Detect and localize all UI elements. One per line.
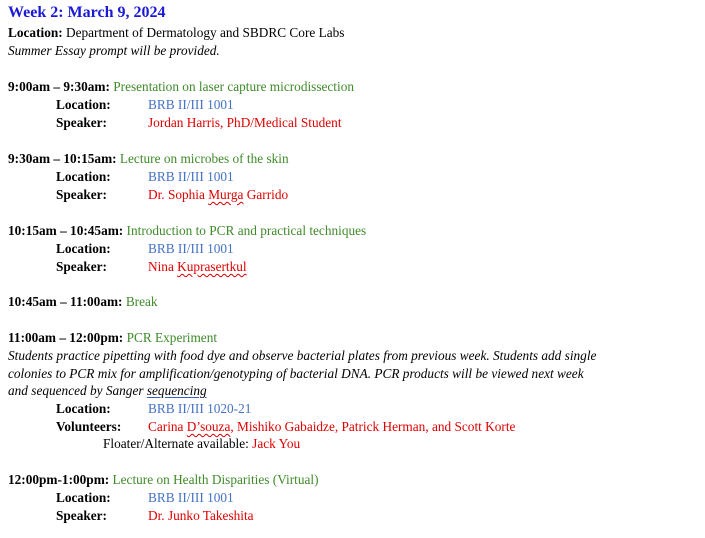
- speaker-value: Jordan Harris, PhD/Medical Student: [148, 115, 342, 130]
- session-1-heading: [8, 78, 354, 96]
- session-time: 9:30am – 10:15am:: [8, 151, 117, 166]
- session-1-speaker: [0, 114, 705, 132]
- speaker-value: [148, 258, 247, 276]
- location-label: Location:: [56, 401, 111, 416]
- grammar-check-word: sequencing: [146, 383, 207, 398]
- page-title: Week 2: March 9, 2024: [8, 4, 166, 21]
- session-2-location: [0, 168, 705, 186]
- session-5-volunteers: [0, 418, 705, 436]
- speaker-part: Dr. Sophia: [148, 187, 209, 202]
- session-5-location: [0, 400, 705, 418]
- volunteers-label: Volunteers:: [56, 419, 122, 434]
- session-time: 9:00am – 9:30am:: [8, 79, 110, 94]
- location-value: BRB II/III 1001: [148, 97, 234, 112]
- speaker-label: Speaker:: [56, 187, 107, 202]
- session-time: 10:15am – 10:45am:: [8, 223, 124, 238]
- speaker-value: [148, 186, 288, 204]
- session-5-description-line-1: Students practice pipetting with food dye and observe bacterial plates from previous week. Students add single: [8, 348, 597, 363]
- session-6-location: [0, 489, 705, 507]
- header-location-value: Department of Dermatology and SBDRC Core Labs: [66, 25, 345, 40]
- spellcheck-word: Kuprasertkul: [177, 259, 247, 274]
- speaker-part: Garrido: [243, 187, 289, 202]
- session-6-speaker: [0, 507, 705, 525]
- session-5-description-line-3: [8, 382, 207, 400]
- session-6-heading: [8, 471, 319, 489]
- speaker-label: Speaker:: [56, 508, 107, 523]
- session-5-heading: [8, 329, 217, 347]
- floater-line: [103, 435, 300, 453]
- session-1-location: [0, 96, 705, 114]
- location-value: BRB II/III 1020-21: [148, 401, 252, 416]
- session-title: Introduction to PCR and practical techniques: [126, 223, 367, 238]
- floater-label: Floater/Alternate available:: [103, 436, 253, 451]
- speaker-label: Speaker:: [56, 115, 107, 130]
- session-title: PCR Experiment: [126, 330, 218, 345]
- session-time: 11:00am – 12:00pm:: [8, 330, 124, 345]
- session-title: Lecture on microbes of the skin: [119, 151, 289, 166]
- session-time: 12:00pm-1:00pm:: [8, 472, 110, 487]
- speaker-value: Dr. Junko Takeshita: [148, 508, 254, 523]
- location-label: Location:: [56, 169, 111, 184]
- session-title: Presentation on laser capture microdissection: [113, 79, 354, 94]
- session-2-speaker: [0, 186, 705, 204]
- session-2-heading: [8, 150, 289, 168]
- session-title: Break: [125, 294, 158, 309]
- volunteers-part: Carina: [148, 419, 187, 434]
- session-3-heading: [8, 222, 366, 240]
- location-value: BRB II/III 1001: [148, 490, 234, 505]
- floater-name: Jack You: [252, 436, 301, 451]
- header-location: [8, 24, 344, 42]
- session-5-floater: [0, 435, 705, 453]
- session-title: Lecture on Health Disparities (Virtual): [112, 472, 319, 487]
- volunteers-part: , Mishiko Gabaidze, Patrick Herman, and Scott Korte: [230, 419, 516, 434]
- speaker-label: Speaker:: [56, 259, 107, 274]
- location-value: BRB II/III 1001: [148, 241, 234, 256]
- spellcheck-word: Murga: [208, 187, 244, 202]
- volunteers-value: [148, 418, 515, 436]
- location-label: Location:: [56, 241, 111, 256]
- session-3-speaker: [0, 258, 705, 276]
- header-note: Summer Essay prompt will be provided.: [8, 43, 220, 58]
- location-label: Location:: [56, 490, 111, 505]
- location-value: BRB II/III 1001: [148, 169, 234, 184]
- session-5-description-line-2: colonies to PCR mix for amplification/genotyping of bacterial DNA. PCR products will be viewed next week: [8, 366, 584, 381]
- session-time: 10:45am – 11:00am:: [8, 294, 123, 309]
- session-4-heading: [8, 293, 158, 311]
- spellcheck-word: D’souza: [186, 419, 231, 434]
- description-part: and sequenced by Sanger: [8, 383, 147, 398]
- location-label: Location:: [56, 97, 111, 112]
- header-location-label: Location:: [8, 25, 63, 40]
- session-3-location: [0, 240, 705, 258]
- speaker-part: Nina: [148, 259, 178, 274]
